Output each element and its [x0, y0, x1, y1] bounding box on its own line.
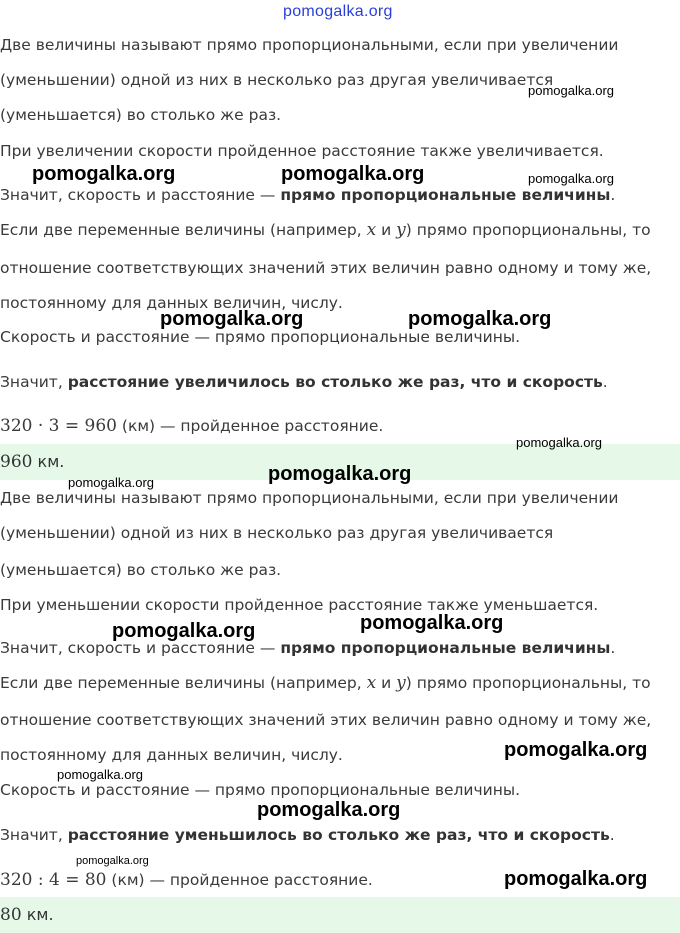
watermark: pomogalka.org [408, 308, 552, 330]
and-word: и [381, 221, 392, 239]
conclusion-suffix: . [610, 186, 616, 204]
site-header-watermark: pomogalka.org [283, 3, 393, 20]
result-suffix: . [609, 826, 615, 844]
conclusion-suffix: . [610, 639, 616, 657]
watermark: pomogalka.org [504, 739, 648, 761]
result-suffix: . [602, 373, 608, 391]
definition-line-3: (уменьшается) во столько же раз. [0, 561, 282, 579]
answer-unit: км. [37, 452, 65, 471]
conclusion-prefix: Значит, скорость и расстояние — [0, 639, 276, 657]
calculation-math: 320 : 4 = 80 [0, 870, 107, 890]
result-bold: расстояние уменьшилось во столько же раз, что и скорость [67, 826, 610, 844]
restate-line: Скорость и расстояние — прямо пропорциональные величины. [0, 328, 521, 346]
answer [0, 452, 64, 472]
ratio-line-1 [0, 673, 651, 693]
definition-line-1: Две величины называют прямо пропорциональными, если при увеличении [0, 489, 619, 507]
definition-line-2: (уменьшении) одной из них в несколько раз другая увеличивается [0, 524, 554, 542]
definition-line-3: (уменьшается) во столько же раз. [0, 106, 282, 124]
ratio-text-b: ) прямо пропорциональны, то [405, 221, 651, 239]
observation-line: При увеличении скорости пройденное расстояние также увеличивается. [0, 142, 604, 160]
watermark: pomogalka.org [528, 171, 614, 186]
and-word: и [381, 674, 392, 692]
ratio-line-2: отношение соответствующих значений этих величин равно одному и тому же, [0, 259, 652, 277]
ratio-text-b: ) прямо пропорциональны, то [405, 674, 651, 692]
ratio-text-a: Если две переменные величины (например, [0, 221, 362, 239]
watermark: pomogalka.org [516, 435, 602, 450]
calculation-text: (км) — пройденное расстояние. [111, 871, 373, 889]
watermark: pomogalka.org [360, 612, 504, 634]
conclusion-bold: прямо пропорциональные величины [280, 186, 611, 204]
watermark: pomogalka.org [504, 868, 648, 890]
result-prefix: Значит, [0, 826, 63, 844]
conclusion-line [0, 185, 615, 205]
ratio-line-3: постоянному для данных величин, числу. [0, 746, 343, 764]
answer-number: 80 [0, 905, 22, 925]
calculation-line [0, 416, 383, 436]
watermark: pomogalka.org [112, 620, 256, 642]
ratio-line-3: постоянному для данных величин, числу. [0, 294, 343, 312]
conclusion-line [0, 638, 615, 658]
observation-line: При уменьшении скорости пройденное расстояние также уменьшается. [0, 596, 599, 614]
watermark: pomogalka.org [268, 463, 412, 485]
conclusion-prefix: Значит, скорость и расстояние — [0, 186, 276, 204]
answer-number: 960 [0, 452, 33, 472]
conclusion-bold: прямо пропорциональные величины [280, 639, 611, 657]
ratio-line-2: отношение соответствующих значений этих величин равно одному и тому же, [0, 711, 652, 729]
watermark: pomogalka.org [76, 855, 149, 867]
definition-line-2: (уменьшении) одной из них в несколько раз другая увеличивается [0, 71, 554, 89]
restate-line: Скорость и расстояние — прямо пропорциональные величины. [0, 781, 521, 799]
watermark: pomogalka.org [160, 308, 304, 330]
answer-unit: км. [26, 905, 54, 924]
result-line [0, 825, 615, 845]
calculation-math: 320 · 3 = 960 [0, 416, 117, 436]
result-line [0, 372, 608, 392]
watermark: pomogalka.org [68, 475, 154, 490]
calculation-line [0, 870, 373, 890]
variable-y: y [396, 220, 406, 240]
watermark: pomogalka.org [57, 767, 143, 782]
variable-y: y [396, 673, 406, 693]
variable-x: x [366, 673, 377, 693]
ratio-line-1 [0, 220, 651, 240]
answer [0, 905, 54, 925]
watermark: pomogalka.org [281, 163, 425, 185]
answer-box [0, 897, 680, 933]
watermark: pomogalka.org [257, 799, 401, 821]
calculation-text: (км) — пройденное расстояние. [121, 417, 384, 435]
watermark: pomogalka.org [528, 83, 614, 98]
watermark: pomogalka.org [32, 163, 176, 185]
ratio-text-a: Если две переменные величины (например, [0, 674, 362, 692]
result-bold: расстояние увеличилось во столько же раз, что и скорость [67, 373, 603, 391]
definition-line-1: Две величины называют прямо пропорциональными, если при увеличении [0, 36, 619, 54]
result-prefix: Значит, [0, 373, 63, 391]
variable-x: x [366, 220, 377, 240]
